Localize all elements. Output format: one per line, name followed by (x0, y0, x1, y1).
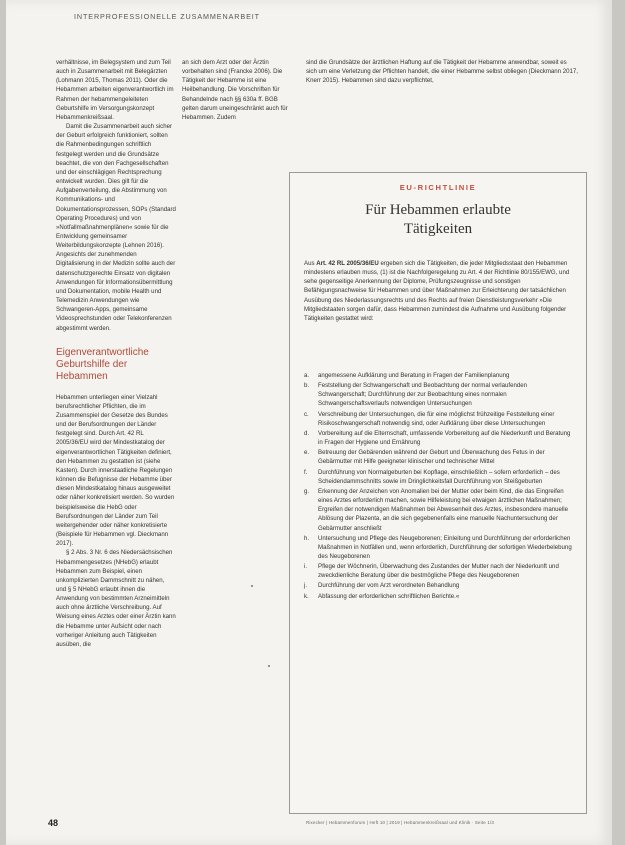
box-list-item (304, 562, 574, 580)
print-speck (268, 665, 270, 667)
box-list-item-text: Durchführung der vom Arzt verordneten Behandlung (318, 582, 460, 590)
box-list-item (304, 534, 574, 561)
box-list-item-text: Untersuchung und Pflege des Neugeborenen; Einleitung und Durchführung der erforderlichen Maßnahmen in Notfällen und, wenn erforderlich, Durchführung der sofortigen Wiederbelebung des Neugeborenen (318, 534, 572, 560)
footer-source: Rixecker | Hebammenforum | Heft 10 | 2019 | Hebammenkreißsaal und Klinik · Seite 1/3 (306, 820, 495, 825)
left-column (56, 58, 176, 649)
box-list (304, 371, 574, 602)
left-section-paragraph-1: Hebammen unterliegen einer Vielzahl berufsrechtlicher Pflichten, die im Zusammenspiel der Gesetze des Bundes und der Berufsordnungen der Länder festgelegt sind. Durch Art. 42 RL 2005/36/EU wird der Mindestkatalog der eigenverantwortlichen Tätigkeiten definiert, den Hebammen zu gestatten ist (siehe Kasten). Durch innerstaatliche Regelungen können die Befugnisse der Hebamme über diesen Mindestkatalog hinaus ausgeweitet oder näher konkretisiert werden. So wurden beispielsweise die HebG oder Berufsordnungen der Länder zum Teil weitergehender oder näher konkretisierte (Beispiele für Hebammen vgl. Dieckmann 2017). (56, 393, 175, 548)
left-paragraph-2: Damit die Zusammenarbeit auch sicher der Geburt erfolgreich funktioniert, sollten die Rahmenbedingungen schriftlich festgelegt werden und die Grundsätze beachtet, die von den Fachgesellschaften und der einschlägigen Rechtsprechung entwickelt wurden. Dies gilt für die Aufgabenverteilung, die Abstimmung von Kommunikations- und Dokumentationsprozessen, SOPs (Standard Operating Procedures) und von »Notfallmaßnahmenplänen« sowie für die Entwicklung gemeinsamer Weiterbildungskonzepte (Lehnen 2016). Angesichts der zunehmenden Digitalisierung in der Medizin sollte auch der datenschutzgerechte Einsatz von digitalen Anwendungen für Informationsübermittlung und Dokumentation, mobile Health und Telemedizin Anwendungen wie Schwangeren-Apps, gemeinsame Videosprechstunden oder Telekonferenzen abgestimmt werden. (56, 123, 176, 332)
box-list-item (304, 592, 574, 601)
box-list-item-letter: j. (304, 582, 308, 590)
left-section-paragraph-2: § 2 Abs. 3 Nr. 6 des Niedersächsischen Hebammengesetzes (NHebG) erlaubt Hebammen zum Beispiel, einen unkomplizierten Dammschnitt zu nähen, und § 5 NHebG erlaubt ihnen die Anwendung von bestimmten Arzneimitteln auch ohne ärztliche Verschreibung. Auf Weisung eines Arztes oder einer Ärztin kann die Hebamme unter Aufsicht oder nach vorheriger Anleitung auch Tätigkeiten ausüben, die (56, 549, 176, 648)
box-list-item-letter: b. (304, 382, 310, 390)
box-list-item-letter: a. (304, 372, 310, 379)
middle-column-top: an sich dem Arzt oder der Ärztin vorbehalten sind (Francke 2006). Die Tätigkeit der Hebamme ist eine Heilbehandlung. Die Vorschriften für Behandelnde nach §§ 630a ff. BGB gelten darum uneingeschränkt auch für Hebammen. Zudem (182, 59, 288, 121)
box-list-item (304, 468, 574, 486)
box-list-item (304, 371, 574, 380)
box-list-item-letter: i. (304, 563, 308, 571)
box-list-item-text: Erkennung der Anzeichen von Anomalien bei der Mutter oder beim Kind, die das Eingreifen eines Arztes erforderlich machen, sowie Hilfeleistung bei etwaigen ärztlichen Maßnahmen; Ergreifen der notwendigen Maßnahmen bei Abwesenheit des Arztes, insbesondere manuelle Ablösung der Plazenta, an die sich gegebenenfalls eine manuelle Nachuntersuchung der Gebärmutter anschließt (318, 487, 568, 532)
box-list-item-text: Abfassung der erforderlichen schriftlichen Berichte.« (318, 592, 460, 600)
box-list-item-text: Pflege der Wöchnerin, Überwachung des Zustandes der Mutter nach der Niederkunft und zweckdienliche Beratung über die bestmögliche Pflege des Neugeborenen (318, 563, 559, 580)
box-title-line-2: Tätigkeiten (403, 221, 473, 237)
box-list-item-letter: c. (304, 410, 309, 418)
box-intro-rest: ergeben sich die Tätigkeiten, die jeder Mitgliedsstaat den Hebammen mindestens erlauben muss, (1) ist die Nachfolgeregelung zu Art. 4 der Richtlinie 80/155/EWG, und sehe gegenseitige Anerkennung der Diplome, Prüfungszeugnisse und sonstigen Befähigungsnachweise für Hebammen und über Maßnahmen zur Erleichterung der tatsächlichen Ausübung des Niederlassungsrechts und des Rechts auf freien Dienstleistungsverkehr »Die Mitgliedstaaten sorgen dafür, dass Hebammen zumindest die Aufnahme und Ausübung folgender Tätigkeiten gestattet wird: (304, 260, 570, 322)
box-list-item (304, 381, 574, 408)
box-intro-bold: Art. 42 RL 2005/36/EU (316, 260, 379, 267)
box-list-item (304, 581, 574, 590)
print-speck (251, 585, 253, 587)
box-list-item-letter: d. (304, 429, 310, 437)
box-list-item-letter: g. (304, 487, 310, 495)
box-list-item-letter: f. (304, 468, 308, 476)
box-list-item-text: Durchführung von Normalgeburten bei Kopflage, einschließlich – sofern erforderlich – des Scheidendammschnitts sowie im Dringlichkeitsfall Durchführung von Steißgeburten (318, 468, 560, 485)
box-list-item (304, 448, 574, 466)
box-list-item (304, 487, 574, 533)
box-title (290, 201, 586, 239)
box-list-item-letter: k. (304, 592, 309, 600)
box-list-item-text: angemessene Aufklärung und Beratung in Fragen der Familienplanung (318, 372, 510, 379)
running-head: INTERPROFESSIONELLE ZUSAMMENARBEIT (74, 12, 260, 21)
magazine-page (6, 0, 612, 845)
box-list-item-text: Betreuung der Gebärenden während der Geburt und Überwachung des Fetus in der Gebärmutter mit Hilfe geeigneter klinischer und technischer Mittel (318, 449, 545, 466)
page-number: 48 (48, 818, 59, 828)
box-list-item (304, 410, 574, 428)
box-list-item-text: Verschreibung der Untersuchungen, die für eine möglichst frühzeitige Feststellung einer Risikoschwangerschaft notwendig sind, oder Aufklärung über diese Untersuchungen (318, 410, 555, 427)
section-heading: Eigenverantwortliche Geburtshilfe der Hebammen (56, 346, 149, 382)
box-tag: EU-RICHTLINIE (399, 183, 477, 192)
box-title-line-1: Für Hebammen erlaubte (365, 202, 511, 218)
box-list-item-text: Vorbereitung auf die Elternschaft, umfassende Vorbereitung auf die Niederkunft und Beratung in Fragen der Hygiene und Ernährung (318, 429, 571, 447)
box-intro-pre: Aus (304, 260, 317, 267)
right-column-top: sind die Grundsätze der ärztlichen Haftung auf die Tätigkeit der Hebamme anwendbar, soweit es sich um eine Verletzung der Pflichten handelt, die einer Hebamme selbst obliegen (Dieckmann 2017, Knerr 2015). Hebammen sind dazu verpflichtet, (306, 59, 579, 85)
box-list-item-letter: e. (304, 449, 310, 457)
box-list-item (304, 429, 574, 447)
box-list-item-text: Feststellung der Schwangerschaft und Beobachtung der normal verlaufenden Schwangerschaft; Durchführung der zur Beobachtung eines normalen Schwangerschaftsverlaufs notwendigen Untersuchungen (318, 382, 528, 408)
box-list-item-letter: h. (304, 534, 310, 542)
info-box (289, 172, 587, 814)
box-intro (304, 259, 572, 323)
left-paragraph-1: verhältnisse, im Belegsystem und zum Teil auch in Zusammenarbeit mit Belegärzten (Lohmann 2015, Thomas 2011). Oder die Hebammen arbeiten eigenverantwortlich im Rahmen der hebammengeleiteten Geburtshilfe im Versorgungskonzept Hebammenkreißsaal. (56, 59, 174, 121)
